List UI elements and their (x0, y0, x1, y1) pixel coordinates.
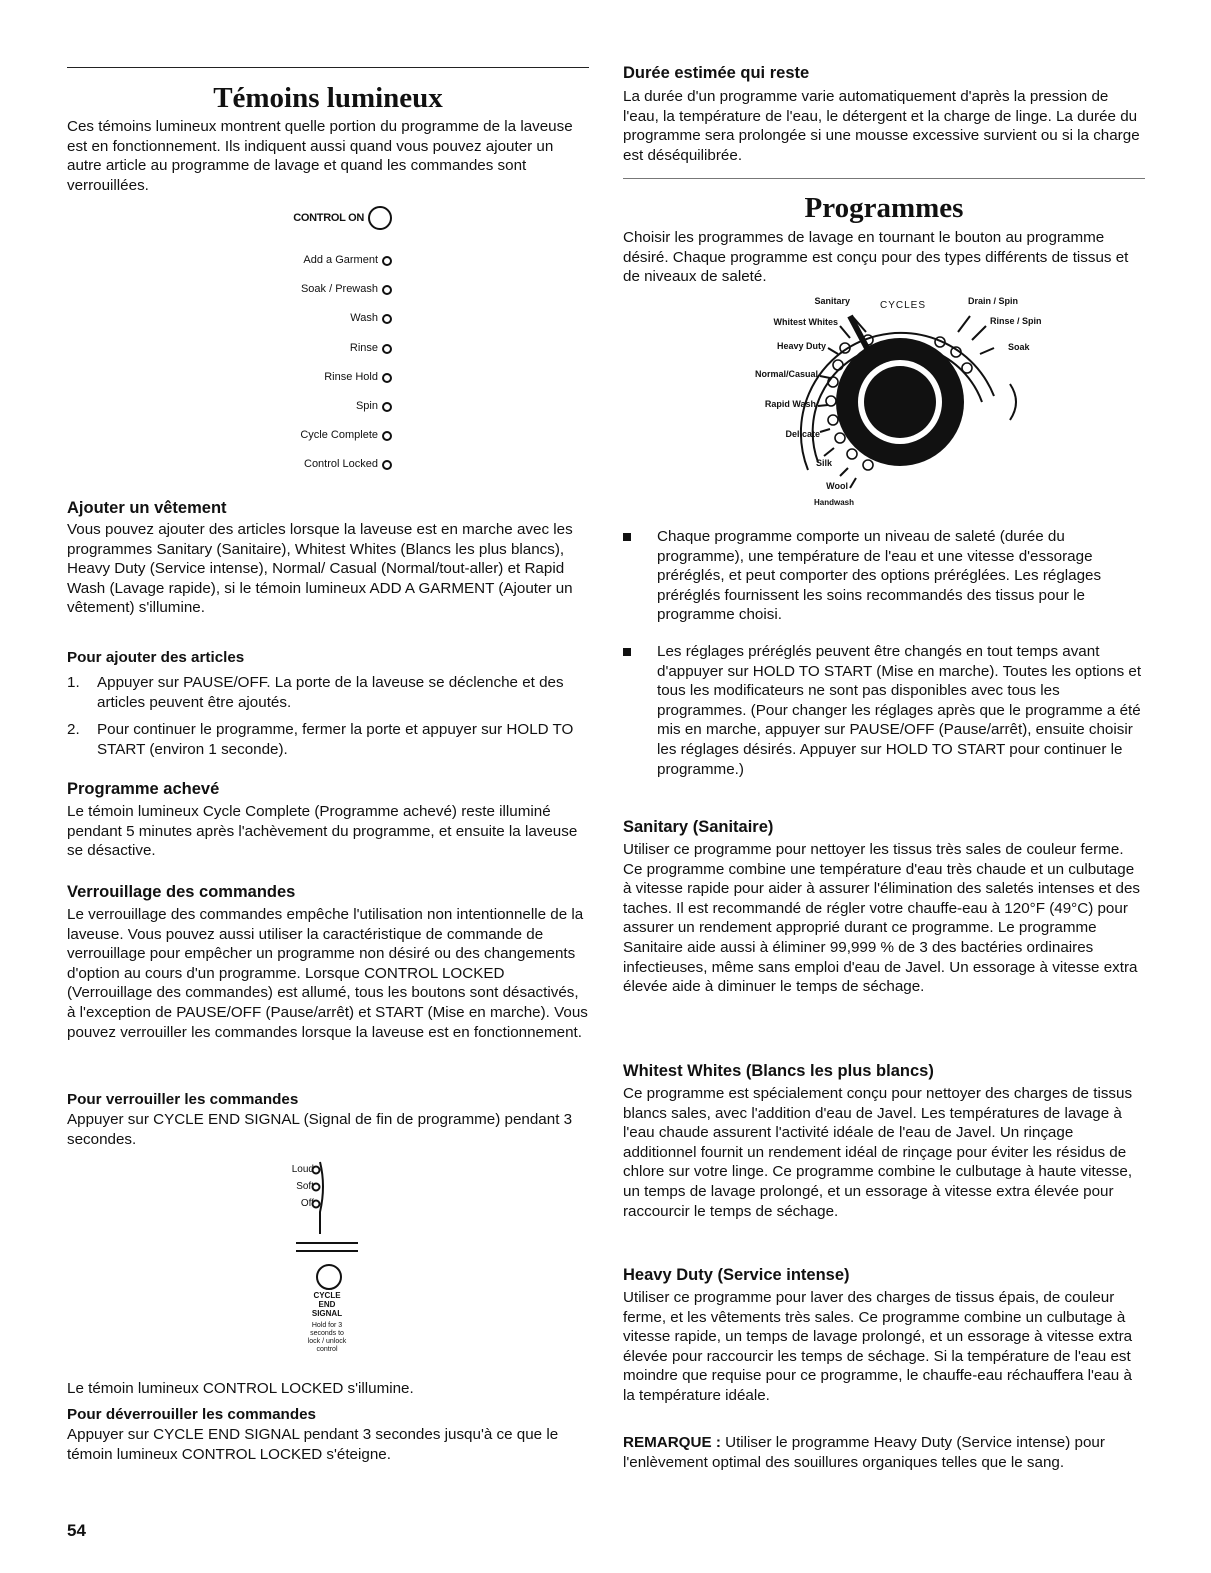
indicator-label: Wash (350, 312, 378, 324)
indicator-cycle-complete (300, 429, 392, 442)
dial-label-normal-casual: Normal/Casual (754, 369, 818, 379)
step-number: 2. (67, 721, 80, 739)
indicator-soak-prewash (301, 283, 392, 296)
dial-label-whitest-whites: Whitest Whites (773, 317, 838, 327)
cycle-end-signal-hint (290, 1322, 364, 1354)
add-step-2 (67, 720, 589, 759)
control-on-icon (368, 206, 392, 230)
signal-hint-line: seconds to (310, 1330, 344, 1337)
signal-divider (296, 1242, 358, 1244)
indicator-light-icon (382, 402, 392, 412)
cycle-end-signal-button[interactable] (316, 1264, 342, 1290)
add-steps-list (67, 673, 589, 759)
heavy-duty-text: Utiliser ce programme pour laver des charges de tissus épais, de couleur ferme, et les vêtements très sales. Ce programme combine un culbutage à vitesse rapide, un temps de lavage prolongé, et un essorage à vitesse extra élevée pour raccourcir les temps de séchage. Si la température de l'eau est moindre que requise pour ce programme, le chauffe-eau réchauffera l'eau à la température idéale. (623, 1289, 1133, 1404)
cycle-complete-heading: Programme achevé (67, 780, 220, 798)
signal-level-indicator-icon (310, 1160, 340, 1240)
dial-label-rinse-spin: Rinse / Spin (990, 316, 1042, 326)
indicator-light-icon (382, 460, 392, 470)
page-number: 54 (67, 1521, 86, 1540)
dial-label-soak: Soak (1008, 342, 1030, 352)
bullet-square-icon (623, 533, 631, 541)
indicator-label: Control Locked (304, 458, 378, 470)
step-number: 1. (67, 674, 80, 691)
dial-label-sanitary: Sanitary (814, 296, 850, 306)
signal-hint-line: Hold for 3 (311, 1322, 343, 1329)
indicator-light-icon (382, 431, 392, 441)
time-remaining-text: La durée d'un programme varie automatiquement d'après la pression de l'eau, la température de l'eau, le détergent et la charge de linge. La durée du programme sera prolongée si une mousse excessive survient ou si la charge est déséquilibrée. (623, 88, 1140, 164)
indicator-label: Rinse (349, 342, 378, 354)
heavy-duty-heading: Heavy Duty (Service intense) (623, 1266, 850, 1284)
signal-hint-line: lock / unlock (307, 1338, 347, 1345)
indicator-light-icon (382, 344, 392, 354)
sanitary-text: Utiliser ce programme pour nettoyer les tissus très sales de couleur ferme. Ce programme combine une température d'eau très chaude et un culbutage à vitesse rapide pour aider à assurer l'élimination des saletés intenses et des taches. Il est recommandé de régler votre chauffe-eau à 120°F (49°C) pour assurer un rendement approprié durant ce programme. Le programme Sanitaire aide aussi à éliminer 99,999 % de 3 des bactéries ordinaires infectieuses, même sans emploi d'eau de Javel. Un essorage à vitesse extra élevée aide à diminuer le temps de séchage. (623, 841, 1141, 996)
dial-label-drain-spin: Drain / Spin (968, 296, 1019, 306)
whitest-whites-heading: Whitest Whites (Blancs les plus blancs) (623, 1062, 934, 1080)
programs-title: Programmes (804, 192, 964, 224)
bullet-item (623, 527, 1145, 625)
indicator-panel (230, 206, 392, 476)
indicator-rinse-hold (324, 371, 392, 384)
add-garment-heading: Ajouter un vêtement (67, 499, 227, 517)
cycle-dial-diagram (700, 292, 1060, 512)
cycle-end-signal-label (290, 1291, 364, 1318)
programs-rule (623, 178, 1145, 179)
indicator-rinse (350, 342, 392, 355)
dial-cycles-label: CYCLES (880, 300, 927, 311)
indicator-light-icon (382, 314, 392, 324)
indicator-label: Cycle Complete (300, 429, 378, 441)
indicators-title: Témoins lumineux (213, 82, 443, 114)
bullet-item (623, 642, 1145, 779)
dial-label-wool: Wool (826, 481, 848, 491)
heavy-duty-note (623, 1433, 1145, 1472)
cycle-complete-text: Le témoin lumineux Cycle Complete (Programme achevé) reste illuminé pendant 5 minutes après l'achèvement du programme, et ensuite la laveuse se désactive. (67, 803, 578, 860)
indicators-intro: Ces témoins lumineux montrent quelle portion du programme de la laveuse est en fonctionnement. Ils indiquent aussi quand vous pouvez ajouter un autre article au programme de lavage et quand les commandes sont verrouillées. (67, 118, 573, 194)
add-garment-text: Vous pouvez ajouter des articles lorsque la laveuse est en marche avec les programmes Sanitary (Sanitaire), Whitest Whites (Blancs les plus blancs), Heavy Duty (Service intense), Normal/ Casual (Normal/tout-aller) et Rapid Wash (Lavage rapide), si le témoin lumineux ADD A GARMENT (Ajouter un vêtement) s'illumine. (67, 521, 573, 617)
indicator-label: Spin (355, 400, 378, 412)
sanitary-heading: Sanitary (Sanitaire) (623, 818, 774, 836)
signal-label-line: END (318, 1300, 336, 1309)
indicator-label: Soak / Prewash (300, 283, 378, 295)
unlock-instructions: Appuyer sur CYCLE END SIGNAL pendant 3 secondes jusqu'à ce que le témoin lumineux CONTROL LOCKED s'éteigne. (67, 1426, 559, 1463)
dial-label-handwash: Handwash (813, 498, 854, 507)
unlock-subheading: Pour déverrouiller les commandes (67, 1406, 316, 1423)
indicator-light-icon (382, 285, 392, 295)
whitest-whites-text: Ce programme est spécialement conçu pour nettoyer des charges de tissus blancs sales, avec l'addition d'eau de Javel. Les températures de lavage à l'eau chaude assurent l'activité idéale de l'eau de Javel. Un rinçage additionnel fournit un rendement idéal de rinçage pour éviter les résidus de chlore sur votre linge. Ce programme combine le culbutage à haute vitesse, un temps de lavage prolongé, et un essorage à vitesse extra élevée pour raccourcir le temps de séchage. (623, 1085, 1133, 1220)
note-text: Utiliser le programme Heavy Duty (Service intense) pour l'enlèvement optimal des souillures organiques telles que le sang. (623, 1434, 1105, 1471)
top-rule-left (67, 67, 589, 68)
step-text: Pour continuer le programme, fermer la porte et appuyer sur HOLD TO START (environ 1 seconde). (97, 721, 574, 758)
signal-level-off: Off (300, 1198, 314, 1209)
bullet-text: Les réglages préréglés peuvent être changés en tout temps avant d'appuyer sur HOLD TO START (Mise en marche). Toutes les options et tous les modificateurs ne sont pas disponibles avec tous les programmes. (Pour changer les réglages après que le programme a été mis en marche, appuyer sur PAUSE/OFF (Pause/arrêt), ensuite choisir les réglages désirés. Appuyer sur HOLD TO START pour continuer le programme.) (657, 642, 1142, 778)
signal-level-loud: Loud (291, 1164, 314, 1175)
control-lock-text: Le verrouillage des commandes empêche l'utilisation non intentionnelle de la laveuse. Vous pouvez aussi utiliser la caractéristique de commande de verrouillage pour empêcher un programme non désiré ou des changements d'option au cours d'un programme. Lorsque CONTROL LOCKED (Verrouillage des commandes) est allumé, tous les boutons sont désactivés, à l'exception de PAUSE/OFF (Pause/arrêt) et START (Mise en marche). Vous pouvez verrouiller les commandes lorsque la laveuse est en fonctionnement. (67, 906, 588, 1041)
control-lock-heading: Verrouillage des commandes (67, 883, 296, 901)
programs-bullets (623, 527, 1145, 779)
indicator-light-icon (382, 373, 392, 383)
add-articles-subheading: Pour ajouter des articles (67, 649, 245, 666)
control-on-row (293, 206, 392, 230)
time-remaining-heading: Durée estimée qui reste (623, 64, 810, 82)
step-text: Appuyer sur PAUSE/OFF. La porte de la laveuse se déclenche et des articles peuvent être ajoutés. (97, 674, 564, 711)
programs-intro: Choisir les programmes de lavage en tournant le bouton au programme désiré. Chaque programme est conçu pour des types différents de tissus et de niveaux de saleté. (623, 229, 1129, 286)
indicator-label: Add a Garment (303, 254, 378, 266)
locked-status-text: Le témoin lumineux CONTROL LOCKED s'illumine. (67, 1380, 414, 1397)
dial-label-heavy-duty: Heavy Duty (776, 341, 826, 351)
bullet-square-icon (623, 648, 631, 656)
lock-instructions: Appuyer sur CYCLE END SIGNAL (Signal de fin de programme) pendant 3 secondes. (67, 1111, 573, 1148)
indicator-spin (356, 400, 392, 413)
dial-label-silk: Silk (815, 458, 832, 468)
indicator-control-locked (304, 458, 392, 471)
note-label: REMARQUE : (623, 1434, 721, 1451)
signal-label-line: CYCLE (313, 1291, 341, 1300)
cycle-end-signal-diagram (270, 1160, 370, 1370)
lock-subheading: Pour verrouiller les commandes (67, 1091, 299, 1108)
signal-hint-line: control (316, 1346, 338, 1353)
dial-label-delicate: Delicate (785, 429, 820, 439)
indicator-wash (350, 312, 392, 325)
indicator-add-garment (303, 254, 392, 267)
indicator-label: Rinse Hold (324, 371, 378, 383)
signal-level-soft: Soft (296, 1181, 314, 1192)
signal-divider (296, 1250, 358, 1252)
control-on-label: CONTROL ON (293, 212, 364, 224)
signal-label-line: SIGNAL (311, 1309, 343, 1318)
bullet-text: Chaque programme comporte un niveau de saleté (durée du programme), une température de l'eau et une vitesse d'essorage préréglés, et peut comporter des options préréglées. Les réglages préréglés fournissent les soins recommandés des tissus pour le programme choisi. (657, 528, 1102, 624)
dial-label-rapid-wash: Rapid Wash (764, 399, 816, 409)
indicator-light-icon (382, 256, 392, 266)
add-step-1 (67, 673, 589, 712)
